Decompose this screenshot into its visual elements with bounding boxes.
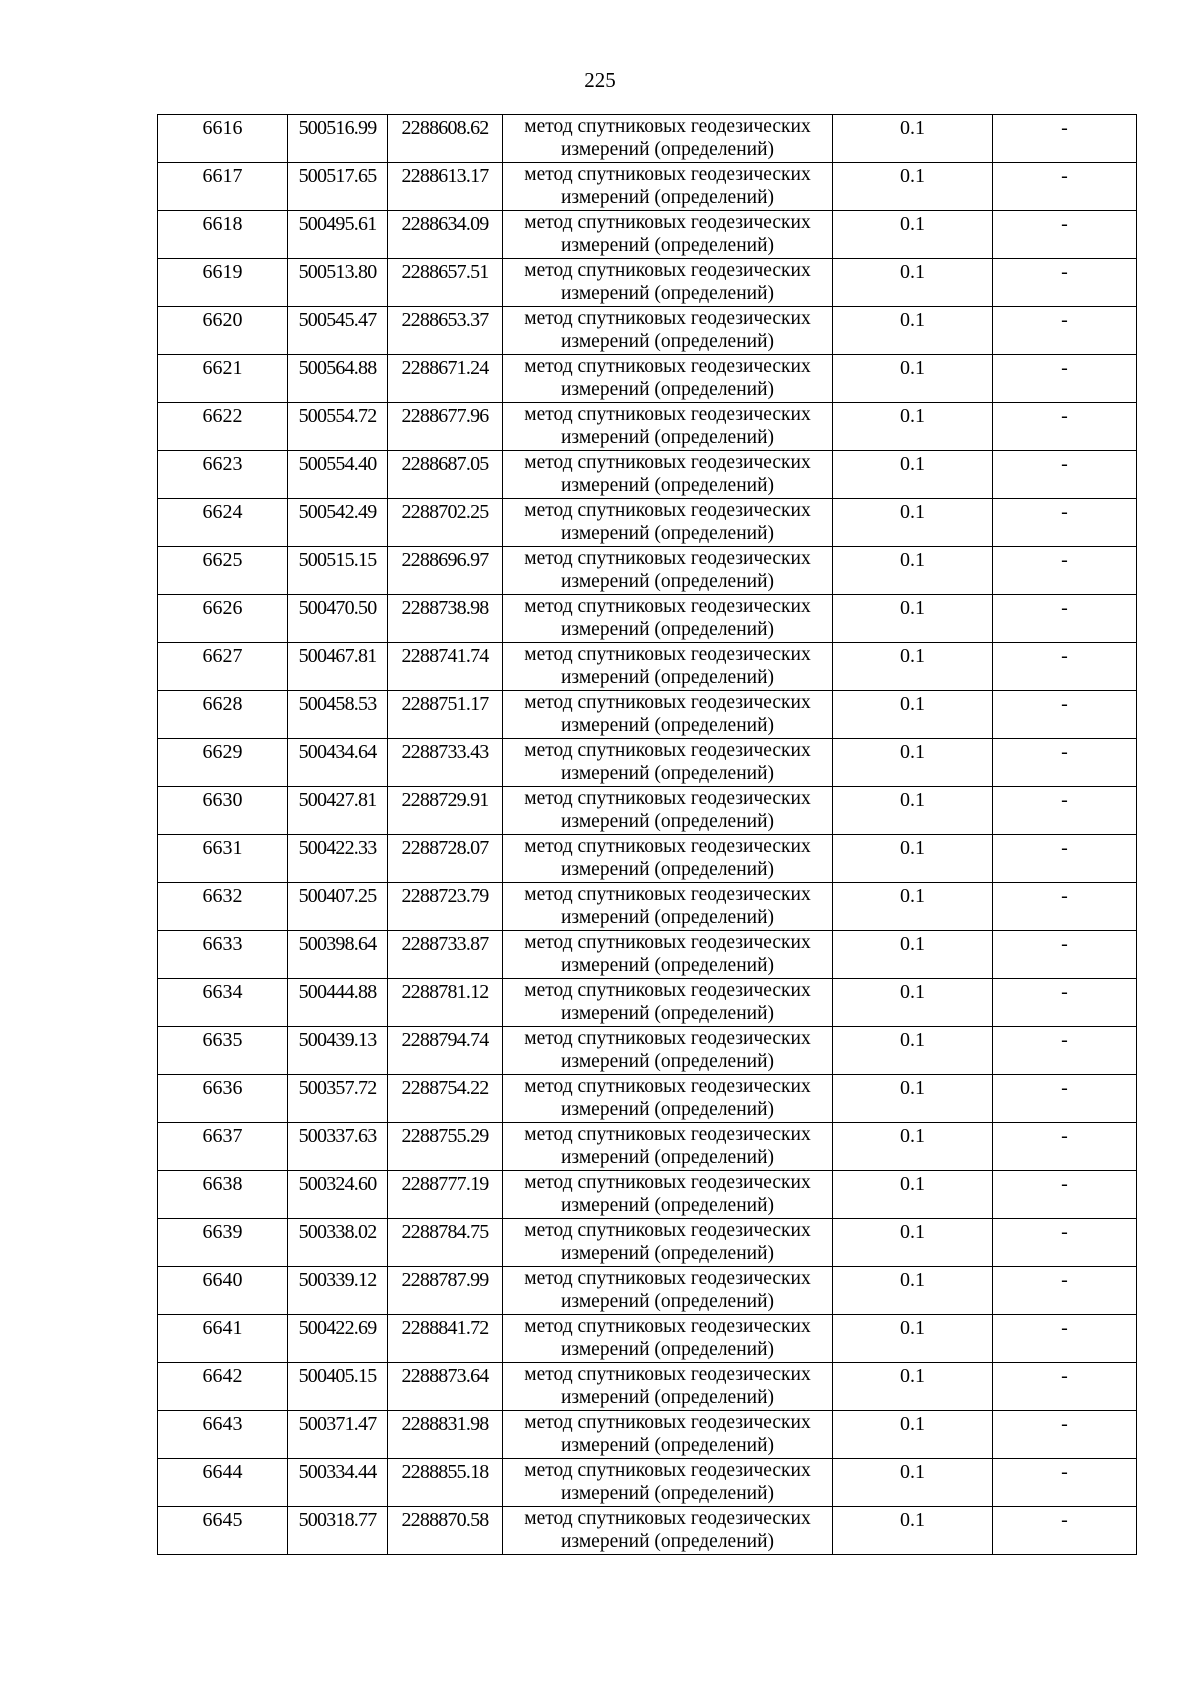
- point-id-cell: 6642: [158, 1363, 288, 1411]
- point-id-cell: 6617: [158, 163, 288, 211]
- accuracy-cell: 0.1: [833, 307, 993, 355]
- method-line-2: измерений (определений): [560, 1531, 775, 1552]
- table-row: [158, 403, 1137, 451]
- table-row: [158, 163, 1137, 211]
- method-line-1: метод спутниковых геодезических: [524, 740, 811, 761]
- y-coordinate-cell: 2288784.75: [388, 1219, 503, 1267]
- point-id-cell: 6619: [158, 259, 288, 307]
- note-cell: -: [993, 1363, 1137, 1411]
- x-coordinate-cell: 500357.72: [288, 1075, 388, 1123]
- method-line-2: измерений (определений): [560, 523, 775, 544]
- note-cell: -: [993, 787, 1137, 835]
- point-id-cell: 6632: [158, 883, 288, 931]
- method-cell: [503, 691, 833, 739]
- table-row: [158, 1459, 1137, 1507]
- accuracy-cell: 0.1: [833, 1267, 993, 1315]
- method-line-2: измерений (определений): [560, 235, 775, 256]
- note-cell: -: [993, 307, 1137, 355]
- table-row: [158, 835, 1137, 883]
- method-line-2: измерений (определений): [560, 859, 775, 880]
- x-coordinate-cell: 500337.63: [288, 1123, 388, 1171]
- method-cell: [503, 787, 833, 835]
- y-coordinate-cell: 2288751.17: [388, 691, 503, 739]
- y-coordinate-cell: 2288741.74: [388, 643, 503, 691]
- method-line-1: метод спутниковых геодезических: [524, 836, 811, 857]
- point-id-cell: 6628: [158, 691, 288, 739]
- point-id-cell: 6639: [158, 1219, 288, 1267]
- method-cell: [503, 595, 833, 643]
- method-cell: [503, 835, 833, 883]
- table-row: [158, 115, 1137, 163]
- method-line-2: измерений (определений): [560, 1195, 775, 1216]
- note-cell: -: [993, 883, 1137, 931]
- method-line-1: метод спутниковых геодезических: [524, 452, 811, 473]
- method-cell: [503, 883, 833, 931]
- y-coordinate-cell: 2288728.07: [388, 835, 503, 883]
- table-row: [158, 355, 1137, 403]
- method-cell: [503, 1411, 833, 1459]
- accuracy-cell: 0.1: [833, 211, 993, 259]
- method-cell: [503, 1507, 833, 1555]
- point-id-cell: 6645: [158, 1507, 288, 1555]
- table-row: [158, 691, 1137, 739]
- method-cell: [503, 1219, 833, 1267]
- coordinates-table: [157, 114, 1137, 1555]
- y-coordinate-cell: 2288777.19: [388, 1171, 503, 1219]
- table-row: [158, 1075, 1137, 1123]
- method-line-1: метод спутниковых геодезических: [524, 1076, 811, 1097]
- x-coordinate-cell: 500444.88: [288, 979, 388, 1027]
- x-coordinate-cell: 500495.61: [288, 211, 388, 259]
- y-coordinate-cell: 2288608.62: [388, 115, 503, 163]
- method-line-2: измерений (определений): [560, 1003, 775, 1024]
- accuracy-cell: 0.1: [833, 787, 993, 835]
- method-cell: [503, 1459, 833, 1507]
- point-id-cell: 6644: [158, 1459, 288, 1507]
- y-coordinate-cell: 2288671.24: [388, 355, 503, 403]
- note-cell: -: [993, 403, 1137, 451]
- accuracy-cell: 0.1: [833, 1123, 993, 1171]
- table-row: [158, 1411, 1137, 1459]
- point-id-cell: 6618: [158, 211, 288, 259]
- accuracy-cell: 0.1: [833, 595, 993, 643]
- method-line-1: метод спутниковых геодезических: [524, 644, 811, 665]
- table-row: [158, 1507, 1137, 1555]
- table-row: [158, 1363, 1137, 1411]
- method-line-1: метод спутниковых геодезических: [524, 692, 811, 713]
- point-id-cell: 6633: [158, 931, 288, 979]
- point-id-cell: 6629: [158, 739, 288, 787]
- point-id-cell: 6624: [158, 499, 288, 547]
- accuracy-cell: 0.1: [833, 1027, 993, 1075]
- note-cell: -: [993, 163, 1137, 211]
- x-coordinate-cell: 500334.44: [288, 1459, 388, 1507]
- y-coordinate-cell: 2288873.64: [388, 1363, 503, 1411]
- x-coordinate-cell: 500516.99: [288, 115, 388, 163]
- method-line-1: метод спутниковых геодезических: [524, 1124, 811, 1145]
- method-line-1: метод спутниковых геодезических: [524, 548, 811, 569]
- y-coordinate-cell: 2288781.12: [388, 979, 503, 1027]
- method-line-2: измерений (определений): [560, 667, 775, 688]
- table-row: [158, 931, 1137, 979]
- method-cell: [503, 1075, 833, 1123]
- table-row: [158, 499, 1137, 547]
- note-cell: -: [993, 1315, 1137, 1363]
- accuracy-cell: 0.1: [833, 1507, 993, 1555]
- method-line-1: метод спутниковых геодезических: [524, 212, 811, 233]
- note-cell: -: [993, 211, 1137, 259]
- accuracy-cell: 0.1: [833, 355, 993, 403]
- method-line-2: измерений (определений): [560, 1099, 775, 1120]
- method-line-1: метод спутниковых геодезических: [524, 260, 811, 281]
- table-row: [158, 211, 1137, 259]
- accuracy-cell: 0.1: [833, 931, 993, 979]
- point-id-cell: 6626: [158, 595, 288, 643]
- method-line-1: метод спутниковых геодезических: [524, 1364, 811, 1385]
- table-row: [158, 307, 1137, 355]
- x-coordinate-cell: 500324.60: [288, 1171, 388, 1219]
- method-line-1: метод спутниковых геодезических: [524, 932, 811, 953]
- y-coordinate-cell: 2288794.74: [388, 1027, 503, 1075]
- note-cell: -: [993, 1171, 1137, 1219]
- note-cell: -: [993, 1411, 1137, 1459]
- method-cell: [503, 115, 833, 163]
- table-row: [158, 1123, 1137, 1171]
- y-coordinate-cell: 2288729.91: [388, 787, 503, 835]
- x-coordinate-cell: 500338.02: [288, 1219, 388, 1267]
- method-cell: [503, 307, 833, 355]
- accuracy-cell: 0.1: [833, 1075, 993, 1123]
- x-coordinate-cell: 500564.88: [288, 355, 388, 403]
- method-cell: [503, 547, 833, 595]
- method-line-1: метод спутниковых геодезических: [524, 1220, 811, 1241]
- method-line-1: метод спутниковых геодезических: [524, 1268, 811, 1289]
- method-line-2: измерений (определений): [560, 715, 775, 736]
- note-cell: -: [993, 259, 1137, 307]
- point-id-cell: 6640: [158, 1267, 288, 1315]
- point-id-cell: 6634: [158, 979, 288, 1027]
- note-cell: -: [993, 115, 1137, 163]
- x-coordinate-cell: 500545.47: [288, 307, 388, 355]
- table-row: [158, 643, 1137, 691]
- note-cell: -: [993, 835, 1137, 883]
- method-line-1: метод спутниковых геодезических: [524, 1508, 811, 1529]
- accuracy-cell: 0.1: [833, 835, 993, 883]
- page-number: 225: [584, 68, 616, 92]
- method-line-1: метод спутниковых геодезических: [524, 1316, 811, 1337]
- y-coordinate-cell: 2288687.05: [388, 451, 503, 499]
- method-line-2: измерений (определений): [560, 283, 775, 304]
- x-coordinate-cell: 500339.12: [288, 1267, 388, 1315]
- y-coordinate-cell: 2288653.37: [388, 307, 503, 355]
- point-id-cell: 6636: [158, 1075, 288, 1123]
- note-cell: -: [993, 547, 1137, 595]
- accuracy-cell: 0.1: [833, 643, 993, 691]
- method-cell: [503, 499, 833, 547]
- method-cell: [503, 451, 833, 499]
- method-cell: [503, 355, 833, 403]
- point-id-cell: 6638: [158, 1171, 288, 1219]
- y-coordinate-cell: 2288657.51: [388, 259, 503, 307]
- method-line-1: метод спутниковых геодезических: [524, 596, 811, 617]
- method-line-2: измерений (определений): [560, 1147, 775, 1168]
- method-cell: [503, 163, 833, 211]
- y-coordinate-cell: 2288733.43: [388, 739, 503, 787]
- note-cell: -: [993, 1459, 1137, 1507]
- x-coordinate-cell: 500405.15: [288, 1363, 388, 1411]
- accuracy-cell: 0.1: [833, 1459, 993, 1507]
- method-line-2: измерений (определений): [560, 1051, 775, 1072]
- y-coordinate-cell: 2288677.96: [388, 403, 503, 451]
- table-row: [158, 451, 1137, 499]
- y-coordinate-cell: 2288831.98: [388, 1411, 503, 1459]
- y-coordinate-cell: 2288754.22: [388, 1075, 503, 1123]
- table-row: [158, 739, 1137, 787]
- y-coordinate-cell: 2288870.58: [388, 1507, 503, 1555]
- table-row: [158, 1315, 1137, 1363]
- method-line-1: метод спутниковых геодезических: [524, 980, 811, 1001]
- note-cell: -: [993, 1123, 1137, 1171]
- x-coordinate-cell: 500318.77: [288, 1507, 388, 1555]
- table-row: [158, 883, 1137, 931]
- x-coordinate-cell: 500470.50: [288, 595, 388, 643]
- accuracy-cell: 0.1: [833, 163, 993, 211]
- x-coordinate-cell: 500422.69: [288, 1315, 388, 1363]
- method-line-2: измерений (определений): [560, 955, 775, 976]
- note-cell: -: [993, 1219, 1137, 1267]
- method-line-2: измерений (определений): [560, 1483, 775, 1504]
- point-id-cell: 6616: [158, 115, 288, 163]
- method-cell: [503, 1363, 833, 1411]
- method-line-1: метод спутниковых геодезических: [524, 1460, 811, 1481]
- x-coordinate-cell: 500458.53: [288, 691, 388, 739]
- method-line-2: измерений (определений): [560, 1339, 775, 1360]
- accuracy-cell: 0.1: [833, 1219, 993, 1267]
- method-line-2: измерений (определений): [560, 763, 775, 784]
- table-row: [158, 1219, 1137, 1267]
- method-cell: [503, 259, 833, 307]
- y-coordinate-cell: 2288841.72: [388, 1315, 503, 1363]
- method-cell: [503, 403, 833, 451]
- point-id-cell: 6635: [158, 1027, 288, 1075]
- method-line-1: метод спутниковых геодезических: [524, 164, 811, 185]
- method-line-1: метод спутниковых геодезических: [524, 1028, 811, 1049]
- table-row: [158, 547, 1137, 595]
- y-coordinate-cell: 2288755.29: [388, 1123, 503, 1171]
- method-cell: [503, 1267, 833, 1315]
- method-line-1: метод спутниковых геодезических: [524, 404, 811, 425]
- note-cell: -: [993, 595, 1137, 643]
- y-coordinate-cell: 2288723.79: [388, 883, 503, 931]
- x-coordinate-cell: 500422.33: [288, 835, 388, 883]
- accuracy-cell: 0.1: [833, 499, 993, 547]
- method-line-1: метод спутниковых геодезических: [524, 308, 811, 329]
- accuracy-cell: 0.1: [833, 1411, 993, 1459]
- note-cell: -: [993, 1507, 1137, 1555]
- method-line-2: измерений (определений): [560, 331, 775, 352]
- method-cell: [503, 1123, 833, 1171]
- method-line-1: метод спутниковых геодезических: [524, 1172, 811, 1193]
- y-coordinate-cell: 2288733.87: [388, 931, 503, 979]
- method-line-2: измерений (определений): [560, 907, 775, 928]
- point-id-cell: 6627: [158, 643, 288, 691]
- accuracy-cell: 0.1: [833, 115, 993, 163]
- table-row: [158, 1171, 1137, 1219]
- x-coordinate-cell: 500439.13: [288, 1027, 388, 1075]
- method-line-1: метод спутниковых геодезических: [524, 788, 811, 809]
- method-line-1: метод спутниковых геодезических: [524, 884, 811, 905]
- y-coordinate-cell: 2288634.09: [388, 211, 503, 259]
- x-coordinate-cell: 500517.65: [288, 163, 388, 211]
- table-row: [158, 595, 1137, 643]
- note-cell: -: [993, 643, 1137, 691]
- accuracy-cell: 0.1: [833, 1171, 993, 1219]
- method-line-2: измерений (определений): [560, 379, 775, 400]
- note-cell: -: [993, 1075, 1137, 1123]
- method-cell: [503, 979, 833, 1027]
- x-coordinate-cell: 500554.40: [288, 451, 388, 499]
- note-cell: -: [993, 1027, 1137, 1075]
- method-line-1: метод спутниковых геодезических: [524, 116, 811, 137]
- table-row: [158, 1267, 1137, 1315]
- x-coordinate-cell: 500434.64: [288, 739, 388, 787]
- point-id-cell: 6622: [158, 403, 288, 451]
- note-cell: -: [993, 1267, 1137, 1315]
- x-coordinate-cell: 500513.80: [288, 259, 388, 307]
- point-id-cell: 6625: [158, 547, 288, 595]
- y-coordinate-cell: 2288696.97: [388, 547, 503, 595]
- note-cell: -: [993, 931, 1137, 979]
- table-row: [158, 979, 1137, 1027]
- x-coordinate-cell: 500542.49: [288, 499, 388, 547]
- x-coordinate-cell: 500427.81: [288, 787, 388, 835]
- accuracy-cell: 0.1: [833, 451, 993, 499]
- y-coordinate-cell: 2288855.18: [388, 1459, 503, 1507]
- note-cell: -: [993, 739, 1137, 787]
- x-coordinate-cell: 500467.81: [288, 643, 388, 691]
- method-cell: [503, 739, 833, 787]
- method-line-2: измерений (определений): [560, 1387, 775, 1408]
- note-cell: -: [993, 499, 1137, 547]
- point-id-cell: 6621: [158, 355, 288, 403]
- accuracy-cell: 0.1: [833, 547, 993, 595]
- method-line-1: метод спутниковых геодезических: [524, 356, 811, 377]
- y-coordinate-cell: 2288738.98: [388, 595, 503, 643]
- table-row: [158, 259, 1137, 307]
- accuracy-cell: 0.1: [833, 979, 993, 1027]
- method-line-2: измерений (определений): [560, 811, 775, 832]
- accuracy-cell: 0.1: [833, 1315, 993, 1363]
- point-id-cell: 6623: [158, 451, 288, 499]
- note-cell: -: [993, 451, 1137, 499]
- accuracy-cell: 0.1: [833, 883, 993, 931]
- x-coordinate-cell: 500398.64: [288, 931, 388, 979]
- point-id-cell: 6620: [158, 307, 288, 355]
- point-id-cell: 6630: [158, 787, 288, 835]
- method-line-2: измерений (определений): [560, 187, 775, 208]
- method-cell: [503, 931, 833, 979]
- method-cell: [503, 1027, 833, 1075]
- method-line-2: измерений (определений): [560, 571, 775, 592]
- accuracy-cell: 0.1: [833, 691, 993, 739]
- point-id-cell: 6641: [158, 1315, 288, 1363]
- table-body: [158, 115, 1137, 1555]
- method-line-2: измерений (определений): [560, 1243, 775, 1264]
- point-id-cell: 6643: [158, 1411, 288, 1459]
- y-coordinate-cell: 2288702.25: [388, 499, 503, 547]
- y-coordinate-cell: 2288613.17: [388, 163, 503, 211]
- accuracy-cell: 0.1: [833, 403, 993, 451]
- method-cell: [503, 1171, 833, 1219]
- table-row: [158, 1027, 1137, 1075]
- x-coordinate-cell: 500371.47: [288, 1411, 388, 1459]
- note-cell: -: [993, 355, 1137, 403]
- point-id-cell: 6637: [158, 1123, 288, 1171]
- method-line-1: метод спутниковых геодезических: [524, 1412, 811, 1433]
- method-cell: [503, 643, 833, 691]
- method-line-1: метод спутниковых геодезических: [524, 500, 811, 521]
- method-line-2: измерений (определений): [560, 1435, 775, 1456]
- method-line-2: измерений (определений): [560, 475, 775, 496]
- point-id-cell: 6631: [158, 835, 288, 883]
- method-line-2: измерений (определений): [560, 1291, 775, 1312]
- x-coordinate-cell: 500515.15: [288, 547, 388, 595]
- accuracy-cell: 0.1: [833, 1363, 993, 1411]
- method-cell: [503, 211, 833, 259]
- table-row: [158, 787, 1137, 835]
- method-line-2: измерений (определений): [560, 427, 775, 448]
- note-cell: -: [993, 691, 1137, 739]
- accuracy-cell: 0.1: [833, 739, 993, 787]
- method-cell: [503, 1315, 833, 1363]
- x-coordinate-cell: 500554.72: [288, 403, 388, 451]
- method-line-2: измерений (определений): [560, 139, 775, 160]
- accuracy-cell: 0.1: [833, 259, 993, 307]
- x-coordinate-cell: 500407.25: [288, 883, 388, 931]
- method-line-2: измерений (определений): [560, 619, 775, 640]
- note-cell: -: [993, 979, 1137, 1027]
- y-coordinate-cell: 2288787.99: [388, 1267, 503, 1315]
